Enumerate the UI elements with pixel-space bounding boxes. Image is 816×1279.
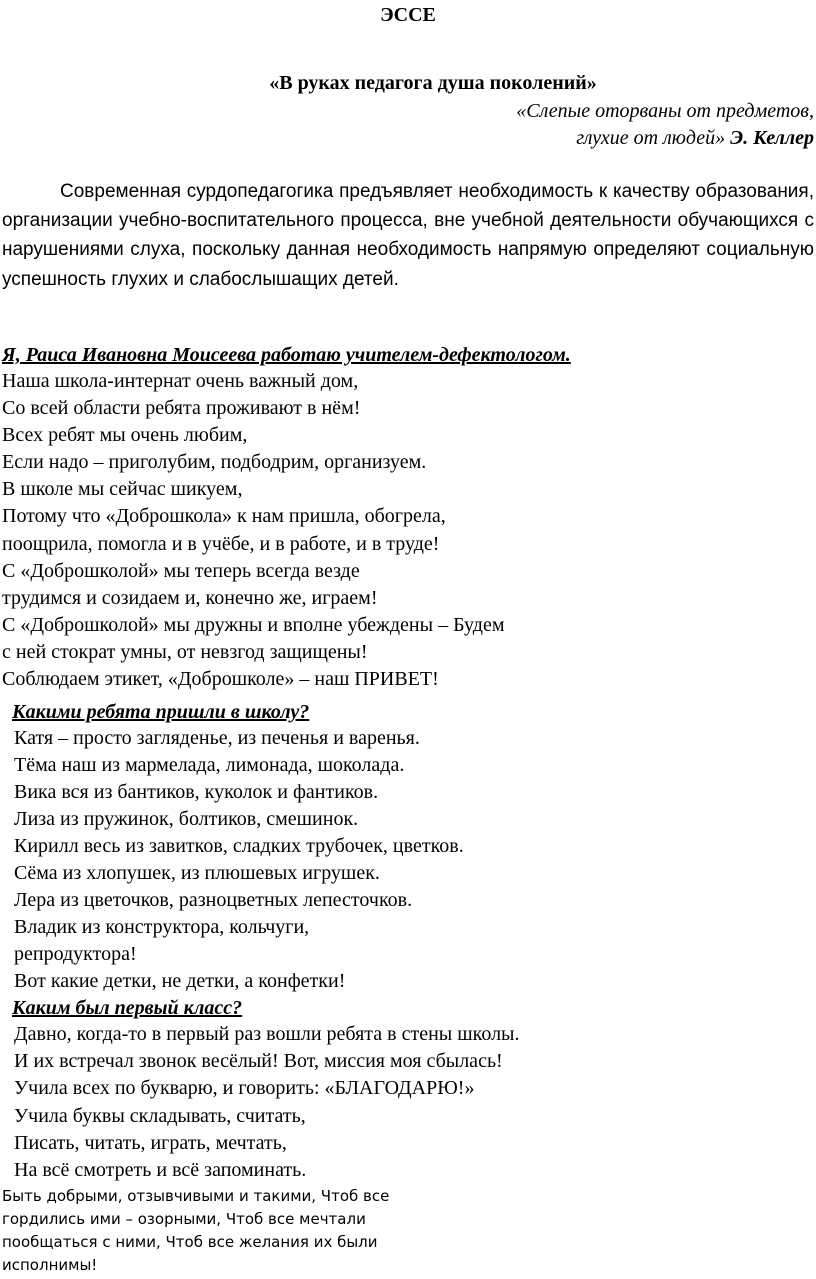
poem-line: Лиза из пружинок, болтиков, смешинок. bbox=[14, 808, 359, 830]
poem-line: Кирилл весь из завитков, сладких трубочек, цветков. bbox=[14, 835, 464, 857]
poem-line: Лера из цветочков, разноцветных лепесточков. bbox=[14, 889, 413, 911]
poem-line: с ней стократ умны, от невзгод защищены! bbox=[2, 640, 368, 663]
closing-verse bbox=[2, 1185, 389, 1277]
poem-line: Потому что «Доброшкола» к нам пришла, обогрела, bbox=[2, 505, 446, 528]
poem-first-class bbox=[14, 1021, 520, 1184]
poem-line: Наша школа-интернат очень важный дом, bbox=[2, 370, 359, 392]
poem-line: Вика вся из бантиков, куколок и фантиков. bbox=[14, 781, 379, 803]
poem-line: Соблюдаем этикет, «Доброшколе» – наш ПРИВЕТ! bbox=[2, 668, 439, 691]
closing-line: исполнимы! bbox=[2, 1256, 98, 1274]
poem-line: поощрила, помогла и в учёбе, и в работе, и в труде! bbox=[2, 532, 440, 555]
epigraph-line-1: «Слепые оторваны от предметов, bbox=[516, 100, 814, 122]
poem-line: Владик из конструктора, кольчуги, bbox=[14, 916, 310, 938]
intro-paragraph: Современная сурдопедагогика предъявляет необходимость к качеству образования, организации учебно-воспитательного процесса, вне учебной деятельности обучающихся с нарушениями слуха, поскольку данная необходимость напрямую определяют социальную успешность глухих и слабослышащих детей. bbox=[2, 181, 814, 290]
poem-line: репродуктора! bbox=[14, 943, 137, 965]
poem-school-intro bbox=[2, 368, 505, 693]
poem-children bbox=[14, 725, 464, 995]
epigraph-line-2 bbox=[576, 125, 814, 151]
poem-line: Сёма из хлопушек, из плюшевых игрушек. bbox=[14, 862, 380, 884]
poem-line: Учила буквы складывать, считать, bbox=[14, 1104, 306, 1127]
poem-line: И их встречал звонок весёлый! Вот, миссия моя сбылась! bbox=[14, 1050, 503, 1073]
poem-line: Если надо – приголубим, подбодрим, организуем. bbox=[2, 451, 427, 474]
closing-line: пообщаться с ними, Чтоб все желания их были bbox=[2, 1233, 378, 1251]
author-heading: Я, Раиса Ивановна Моисеева работаю учителем-дефектологом. bbox=[2, 344, 571, 366]
question-heading-2: Каким был первый класс? bbox=[12, 997, 243, 1019]
poem-line: Тёма наш из мармелада, лимонада, шоколада. bbox=[14, 754, 405, 776]
closing-line: гордились ими – озорными, Чтоб все мечтали bbox=[2, 1210, 366, 1228]
epigraph-line-2-text: глухие от людей» bbox=[576, 127, 731, 149]
poem-line: С «Доброшколой» мы теперь всегда везде bbox=[2, 559, 360, 582]
poem-line: трудимся и созидаем и, конечно же, играем! bbox=[2, 586, 378, 609]
poem-line: Вот какие детки, не детки, а конфетки! bbox=[14, 970, 346, 992]
poem-line: Всех ребят мы очень любим, bbox=[2, 424, 248, 447]
document-title: ЭССЕ bbox=[380, 4, 436, 26]
closing-line: Быть добрыми, отзывчивыми и такими, Чтоб все bbox=[2, 1187, 390, 1205]
question-heading-1: Какими ребята пришли в школу? bbox=[12, 701, 310, 723]
epigraph-author: Э. Келлер bbox=[730, 127, 814, 149]
poem-line: Писать, читать, играть, мечтать, bbox=[14, 1131, 287, 1154]
poem-line: В школе мы сейчас шикуем, bbox=[2, 478, 243, 501]
poem-line: Учила всех по букварю, и говорить: «БЛАГОДАРЮ!» bbox=[14, 1077, 475, 1100]
essay-subtitle: «В руках педагога душа поколений» bbox=[269, 72, 597, 94]
poem-line: Катя – просто загляденье, из печенья и варенья. bbox=[14, 727, 420, 749]
poem-line: Со всей области ребята проживают в нём! bbox=[2, 397, 361, 420]
poem-line: С «Доброшколой» мы дружны и вполне убеждены – Будем bbox=[2, 613, 505, 636]
poem-line: На всё смотреть и всё запоминать. bbox=[14, 1159, 307, 1182]
poem-line: Давно, когда-то в первый раз вошли ребята в стены школы. bbox=[14, 1023, 520, 1045]
